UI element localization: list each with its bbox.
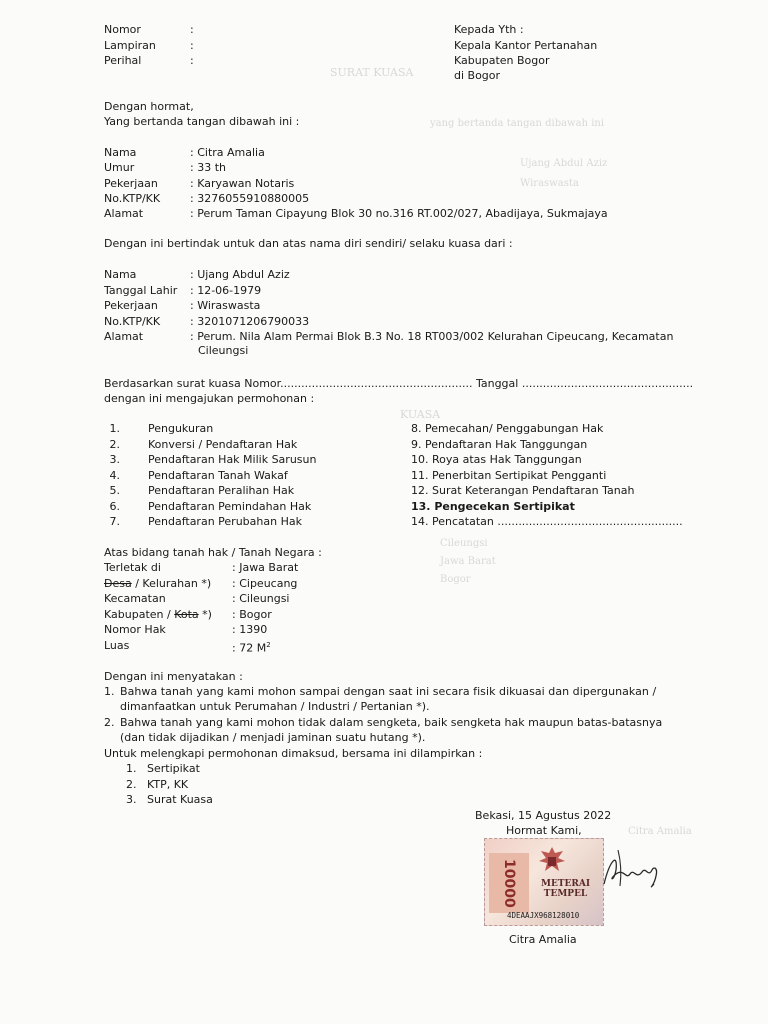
item-text: Pendaftaran Perubahan Hak xyxy=(148,515,302,528)
field-label: Luas xyxy=(104,639,130,652)
list-item: 9. Pendaftaran Hak Tanggungan xyxy=(411,438,588,451)
ghost-text: KUASA xyxy=(400,408,441,421)
ghost-text: yang bertanda tangan dibawah ini xyxy=(430,118,605,129)
field-value: : Jawa Barat xyxy=(232,561,299,574)
request-intro: dengan ini mengajukan permohonan : xyxy=(104,392,315,405)
field-label: Terletak di xyxy=(104,561,161,574)
item-number: 3. xyxy=(126,793,137,806)
field-value: : Wiraswasta xyxy=(190,299,261,312)
recipient-line: Kabupaten Bogor xyxy=(454,54,550,67)
field-label: Lampiran xyxy=(104,39,156,52)
area-unit-exponent: 2 xyxy=(266,641,271,649)
land-intro: Atas bidang tanah hak / Tanah Negara : xyxy=(104,546,322,559)
statement-intro: Dengan ini menyatakan : xyxy=(104,670,243,683)
field-label: Nomor xyxy=(104,23,141,36)
item-number: 1. xyxy=(104,685,115,698)
field-value: : 1390 xyxy=(232,623,268,636)
stamp-serial: 4DEAAJX968128010 xyxy=(507,911,580,920)
struck-text: Kota xyxy=(174,608,199,621)
field-label: Alamat xyxy=(104,207,144,220)
ghost-text: Cileungsi xyxy=(440,538,488,549)
attachment-item: KTP, KK xyxy=(147,778,189,791)
field-value: : 33 th xyxy=(190,161,226,174)
opening-statement: Yang bertanda tangan dibawah ini : xyxy=(104,115,300,128)
ghost-text: Wiraswasta xyxy=(520,178,579,189)
attachment-item: Surat Kuasa xyxy=(147,793,213,806)
item-number: 4. xyxy=(109,469,120,482)
list-item: 14. Pencatatan ..................................................... xyxy=(411,515,683,528)
field-label: Kecamatan xyxy=(104,592,166,605)
item-number: 1. xyxy=(109,422,120,435)
item-text: Konversi / Pendaftaran Hak xyxy=(148,438,298,451)
list-item: 8. Pemecahan/ Penggabungan Hak xyxy=(411,422,604,435)
field-value: : 3201071206790033 xyxy=(190,315,310,328)
ghost-text: Ujang Abdul Aziz xyxy=(520,158,608,169)
recipient-line: Kepada Yth : xyxy=(454,23,524,36)
ghost-text: Bogor xyxy=(440,574,471,585)
ghost-text: Citra Amalia xyxy=(628,826,692,837)
item-number: 2. xyxy=(126,778,137,791)
field-value: Cileungsi xyxy=(198,344,249,357)
label-text: / Kelurahan *) xyxy=(131,577,212,590)
field-label: Nama xyxy=(104,268,137,281)
field-label: No.KTP/KK xyxy=(104,192,161,205)
item-number: 3. xyxy=(109,453,120,466)
field-value: : Ujang Abdul Aziz xyxy=(190,268,290,281)
field-colon: : xyxy=(190,54,194,67)
stamp-value: 10000 xyxy=(489,853,529,913)
item-number: 2. xyxy=(104,716,115,729)
field-label: Pekerjaan xyxy=(104,299,158,312)
statement-text: dimanfaatkan untuk Perumahan / Industri / Pertanian *). xyxy=(120,700,430,713)
item-text: Pengukuran xyxy=(148,422,214,435)
item-number: 2. xyxy=(109,438,120,451)
field-label: Umur xyxy=(104,161,135,174)
field-label: Perihal xyxy=(104,54,142,67)
field-value: : Karyawan Notaris xyxy=(190,177,295,190)
field-label: No.KTP/KK xyxy=(104,315,161,328)
proxy-statement: Dengan ini bertindak untuk dan atas nama diri sendiri/ selaku kuasa dari : xyxy=(104,237,513,250)
statement-text: Bahwa tanah yang kami mohon sampai dengan saat ini secara fisik dikuasai dan dipergunakan / xyxy=(120,685,657,698)
item-text: Pendaftaran Pemindahan Hak xyxy=(148,500,312,513)
field-label: Nama xyxy=(104,146,137,159)
field-label: Pekerjaan xyxy=(104,177,158,190)
recipient-line: Kepala Kantor Pertanahan xyxy=(454,39,598,52)
field-label xyxy=(104,607,212,622)
salutation: Dengan hormat, xyxy=(104,100,194,113)
item-text: Pendaftaran Hak Milik Sarusun xyxy=(148,453,317,466)
list-item-selected: 13. Pengecekan Sertipikat xyxy=(411,500,575,513)
revenue-stamp xyxy=(484,838,604,926)
field-label: Alamat xyxy=(104,330,144,343)
field-value: : Cipeucang xyxy=(232,577,298,590)
statement-text: (dan tidak dijadikan / menjadi jaminan suatu hutang *). xyxy=(120,731,426,744)
item-text: Pendaftaran Peralihan Hak xyxy=(148,484,295,497)
item-number: 6. xyxy=(109,500,120,513)
attachments-intro: Untuk melengkapi permohonan dimaksud, bersama ini dilampirkan : xyxy=(104,747,483,760)
statement-text: Bahwa tanah yang kami mohon tidak dalam sengketa, baik sengketa hak maupun batas-batasnya xyxy=(120,716,663,729)
list-item: 10. Roya atas Hak Tanggungan xyxy=(411,453,582,466)
field-label xyxy=(104,576,211,591)
field-value xyxy=(232,638,271,656)
area-value: : 72 M xyxy=(232,641,267,655)
field-value: : Citra Amalia xyxy=(190,146,265,159)
field-label: Tanggal Lahir xyxy=(104,284,178,297)
ghost-text: Jawa Barat xyxy=(440,556,496,567)
stamp-title-line: METERAI xyxy=(541,879,591,889)
stamp-title-line: TEMPEL xyxy=(543,889,588,899)
item-text: Pendaftaran Tanah Wakaf xyxy=(148,469,288,482)
field-label: Nomor Hak xyxy=(104,623,166,636)
stamp-title xyxy=(541,879,590,899)
power-of-attorney-line: Berdasarkan surat kuasa Nomor....................................................... Tanggal ................................................. xyxy=(104,377,694,390)
field-value: : Cileungsi xyxy=(232,592,290,605)
field-value: : Bogor xyxy=(232,608,272,621)
field-value: : Perum Taman Cipayung Blok 30 no.316 RT.002/027, Abadijaya, Sukmajaya xyxy=(190,207,608,220)
recipient-line: di Bogor xyxy=(454,69,501,82)
field-value: : 12-06-1979 xyxy=(190,284,262,297)
signer-name: Citra Amalia xyxy=(509,933,577,946)
list-item: 11. Penerbitan Sertipikat Pengganti xyxy=(411,469,607,482)
signature-image xyxy=(596,840,666,900)
closing-salutation: Hormat Kami, xyxy=(506,824,582,837)
struck-text: Desa xyxy=(104,577,132,590)
field-value: : Perum. Nila Alam Permai Blok B.3 No. 18 RT003/002 Kelurahan Cipeucang, Kecamatan xyxy=(190,330,674,343)
label-text: Kabupaten / xyxy=(104,608,175,621)
item-number: 1. xyxy=(126,762,137,775)
field-value: : 3276055910880005 xyxy=(190,192,310,205)
field-colon: : xyxy=(190,39,194,52)
garuda-emblem-icon xyxy=(537,845,567,877)
item-number: 7. xyxy=(109,515,120,528)
ghost-text: SURAT KUASA xyxy=(330,66,414,79)
label-text: *) xyxy=(198,608,212,621)
attachment-item: Sertipikat xyxy=(147,762,200,775)
field-colon: : xyxy=(190,23,194,36)
list-item: 12. Surat Keterangan Pendaftaran Tanah xyxy=(411,484,635,497)
place-date: Bekasi, 15 Agustus 2022 xyxy=(475,809,612,822)
item-number: 5. xyxy=(109,484,120,497)
